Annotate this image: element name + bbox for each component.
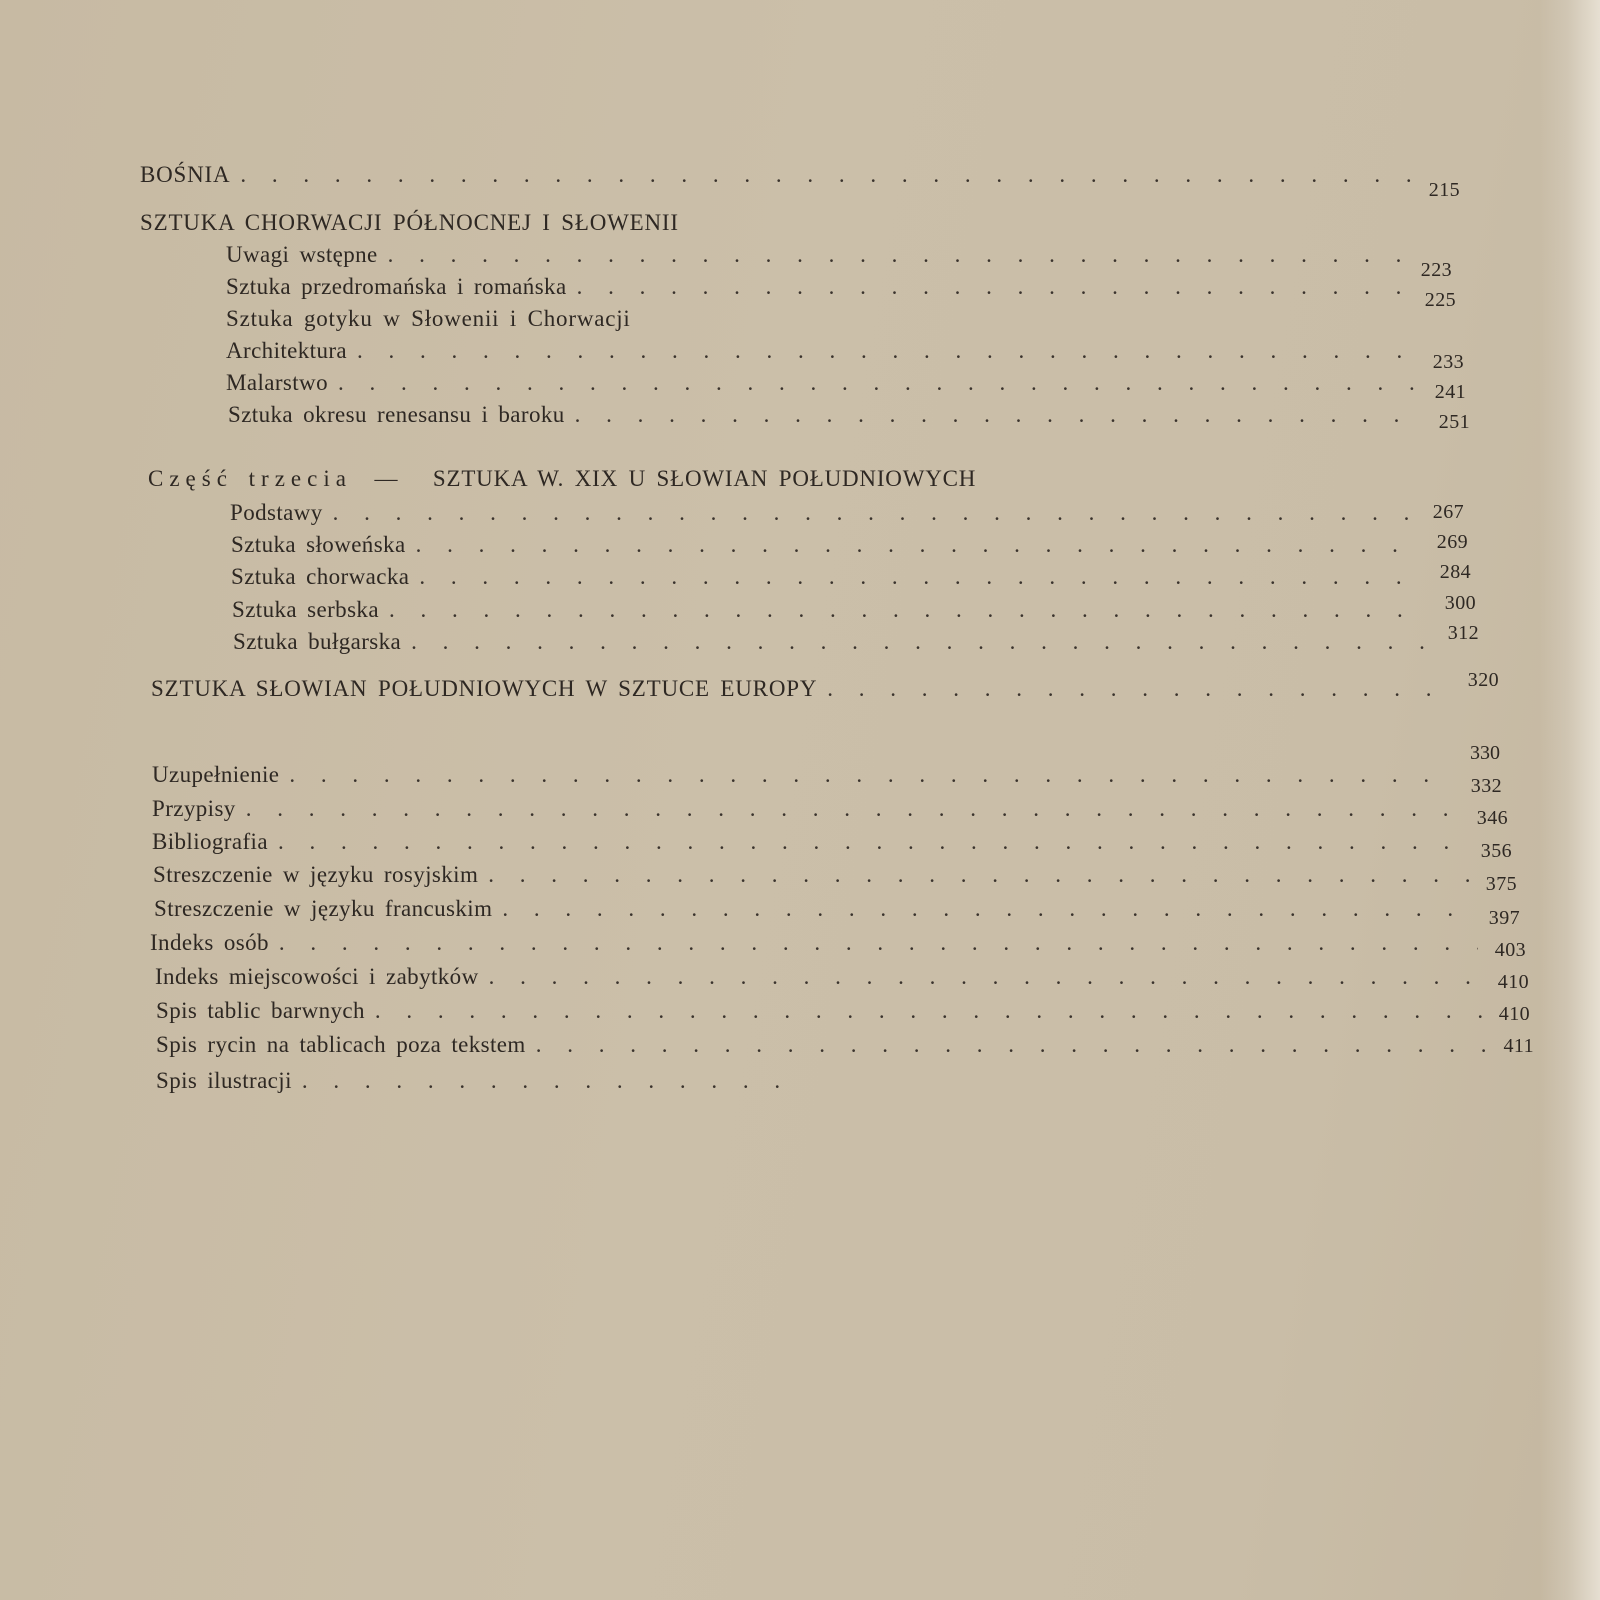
toc-entry-architektura [226,338,1464,373]
toc-entry-page: 269 [1436,531,1468,553]
toc-entry-page: 375 [1485,873,1517,895]
toc-entry-malarstwo [226,370,1466,402]
leader-dots [338,370,1418,396]
toc-entry-page: 346 [1476,807,1508,829]
toc-entry-label: Podstawy [230,500,323,525]
toc-entry-page: 241 [1434,381,1466,403]
toc-entry-label: Streszczenie w języku francuskim [154,896,493,921]
toc-entry-podstawy [230,500,1464,532]
toc-entry-page: 403 [1494,939,1526,961]
toc-entry-uzupelnienie [152,762,1502,797]
toc-entry-label: Sztuka okresu renesansu i baroku [228,402,565,427]
toc-entry-label: Indeks osób [150,930,269,955]
toc-entry-page: 332 [1470,775,1502,797]
toc-entry-przypisy [152,796,1508,828]
leader-dots [389,597,1428,623]
part-dash: — [374,466,399,491]
toc-entry-bibliografia [152,829,1512,861]
toc-entry-label: Spis tablic barwnych [156,998,365,1023]
toc-entry-indeks-miejsc [155,964,1529,996]
toc-entry-label: Przypisy [152,796,236,821]
leader-dots [488,862,1469,888]
toc-entry-slowenska [231,532,1468,564]
toc-entry-label: Spis ilustracji [156,1068,292,1093]
leader-dots [289,762,1454,788]
toc-entry-bosnia [140,162,1460,201]
leader-dots [357,338,1416,364]
part-title: SZTUKA W. XIX U SŁOWIAN POŁUDNIOWYCH [432,466,977,491]
toc-entry-page: 356 [1480,840,1512,862]
leader-dots [827,676,1451,702]
toc-entry-page: 320 [1467,669,1499,691]
toc-entry-spis-ilustracji [156,1068,836,1100]
leader-dots [278,829,1464,855]
toc-entry-label: Sztuka słoweńska [231,532,406,557]
toc-entry-page: 411 [1503,1035,1534,1057]
leader-dots [416,532,1420,558]
leader-dots [240,162,1412,188]
toc-entry-label: Uwagi wstępne [226,242,378,267]
leader-dots [575,402,1422,428]
toc-entry-page: 251 [1438,411,1470,433]
leader-dots [388,242,1404,268]
toc-entry-bulgarska [233,622,1479,661]
toc-entry-label: Malarstwo [226,370,328,395]
toc-entry-label: Sztuka chorwacka [231,564,410,589]
toc-entry-page: 410 [1497,971,1529,993]
toc-entry-label: BOŚNIA [140,162,231,187]
toc-entry-label: SZTUKA SŁOWIAN POŁUDNIOWYCH W SZTUCE EUROPY [151,676,818,701]
leader-dots [375,998,1482,1024]
leader-dots [411,629,1431,655]
toc-entry-spis-tablic [156,998,1530,1030]
toc-entry-label: Indeks miejscowości i zabytków [155,964,479,989]
leader-dots [333,500,1416,526]
toc-entry-spis-rycin [156,1032,1534,1064]
toc-entry-page: 223 [1420,259,1452,281]
toc-entry-streszczenie-fr [154,896,1520,928]
leader-dots [489,964,1481,990]
leader-dots [502,896,1472,922]
leader-dots [279,930,1478,956]
toc-entry-label: Sztuka bułgarska [233,629,402,654]
toc-entry-page: 284 [1439,561,1471,583]
toc-entry-page: 215 [1428,179,1460,201]
toc-entry-label: Bibliografia [152,829,268,854]
part-three-heading [148,466,976,492]
toc-entry-page: 397 [1488,907,1520,929]
toc-entry-uwagi [226,242,1452,281]
toc-entry-label: Sztuka serbska [232,597,379,622]
toc-entry-europa [151,669,1499,708]
toc-entry-chorwacka [231,561,1471,596]
toc-entry-label: Uzupełnienie [152,762,280,787]
toc-entry-page: 225 [1424,289,1456,311]
toc-entry-przedromanska [226,274,1456,311]
leader-dots [302,1068,788,1094]
toc-entry-label: Architektura [226,338,348,363]
toc-entry-page: 267 [1432,501,1464,523]
leader-dots [577,274,1408,300]
leader-dots [419,564,1423,590]
toc-entry-label: Sztuka przedromańska i romańska [226,274,567,299]
toc-entry-page: 312 [1447,622,1479,644]
toc-entry-page: 410 [1498,1003,1530,1025]
toc-entry-renesans [228,402,1470,434]
toc-entry-page: 233 [1432,351,1464,373]
part-prefix: Część trzecia [148,466,352,491]
leader-dots [536,1032,1486,1058]
section-heading-chorwacja: SZTUKA CHORWACJI PÓŁNOCNEJ I SŁOWENII [140,210,679,235]
toc-entry-serbska [232,592,1476,629]
toc-entry-streszczenie-ros [153,862,1517,894]
toc-subheading-gotyk: Sztuka gotyku w Słowenii i Chorwacji [226,306,631,331]
toc-entry-label: Streszczenie w języku rosyjskim [153,862,479,887]
stray-page-number: 330 [1470,742,1500,764]
toc-entry-label: Spis rycin na tablicach poza tekstem [156,1032,526,1057]
toc-entry-indeks-osob [150,930,1526,962]
toc-entry-page: 300 [1444,592,1476,614]
leader-dots [246,796,1460,822]
